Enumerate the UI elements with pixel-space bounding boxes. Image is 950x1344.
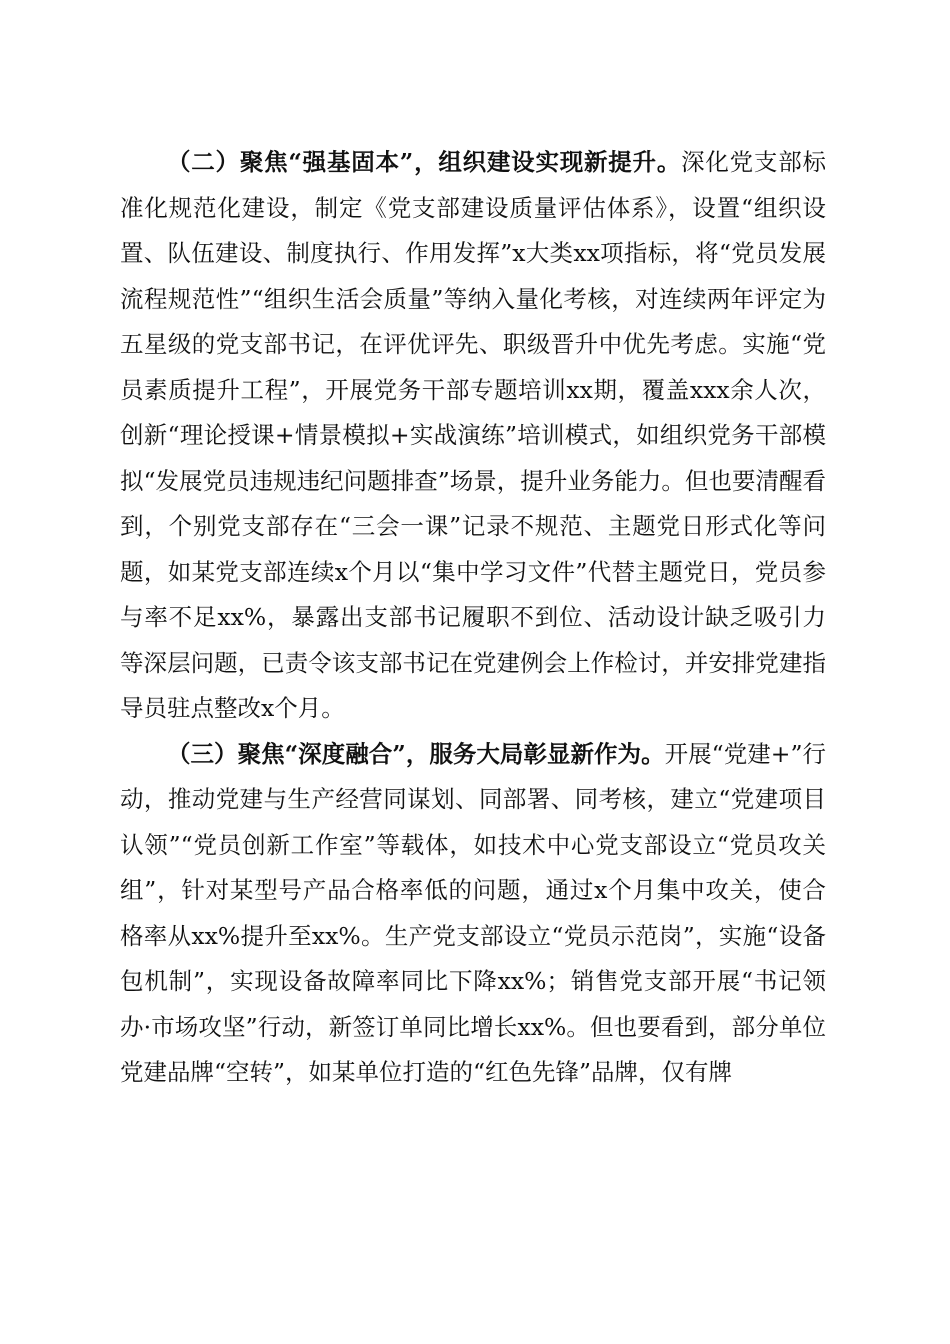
section-body-two: 深化党支部标准化规范化建设，制定《党支部建设质量评估体系》，设置“组织设置、队伍建设、制度执行、作用发挥”x大类xx项指标，将“党员发展流程规范性”“组织生活会质量”等纳入量化考核，对连续两年评定为五星级的党支部书记，在评优评先、职级晋升中优先考虑。实施“党员素质提升工程”，开展党务干部专题培训xx期，覆盖xxx余人次，创新“理论授课+情景模拟+实战演练”培训模式，如组织党务干部模拟“发展党员违规违纪问题排查”场景，提升业务能力。但也要清醒看到，个别党支部存在“三会一课”记录不规范、主题党日形式化等问题，如某党支部连续x个月以“集中学习文件”代替主题党日，党员参与率不足xx%，暴露出支部书记履职不到位、活动设计缺乏吸引力等深层问题，已责令该支部书记在党建例会上作检讨，并安排党建指导员驻点整改x个月。: [120, 148, 826, 722]
paragraph-deep-integration: [120, 732, 826, 1096]
document-body: [120, 140, 826, 1096]
section-heading-three: （三）聚焦“深度融合”，服务大局彰显新作为。: [167, 739, 665, 768]
section-heading-two: （二）聚焦“强基固本”，组织建设实现新提升。: [167, 148, 682, 176]
paragraph-organization-building: [120, 140, 826, 732]
section-body-three: 开展“党建+”行动，推动党建与生产经营同谋划、同部署、同考核，建立“党建项目认领”“党员创新工作室”等载体，如技术中心党支部设立“党员攻关组”，针对某型号产品合格率低的问题，通过x个月集中攻关，使合格率从xx%提升至xx%。生产党支部设立“党员示范岗”，实施“设备包机制”，实现设备故障率同比下降xx%；销售党支部开展“书记领办·市场攻坚”行动，新签订单同比增长xx%。但也要看到，部分单位党建品牌“空转”，如某单位打造的“红色先锋”品牌，仅有牌: [120, 739, 827, 1086]
